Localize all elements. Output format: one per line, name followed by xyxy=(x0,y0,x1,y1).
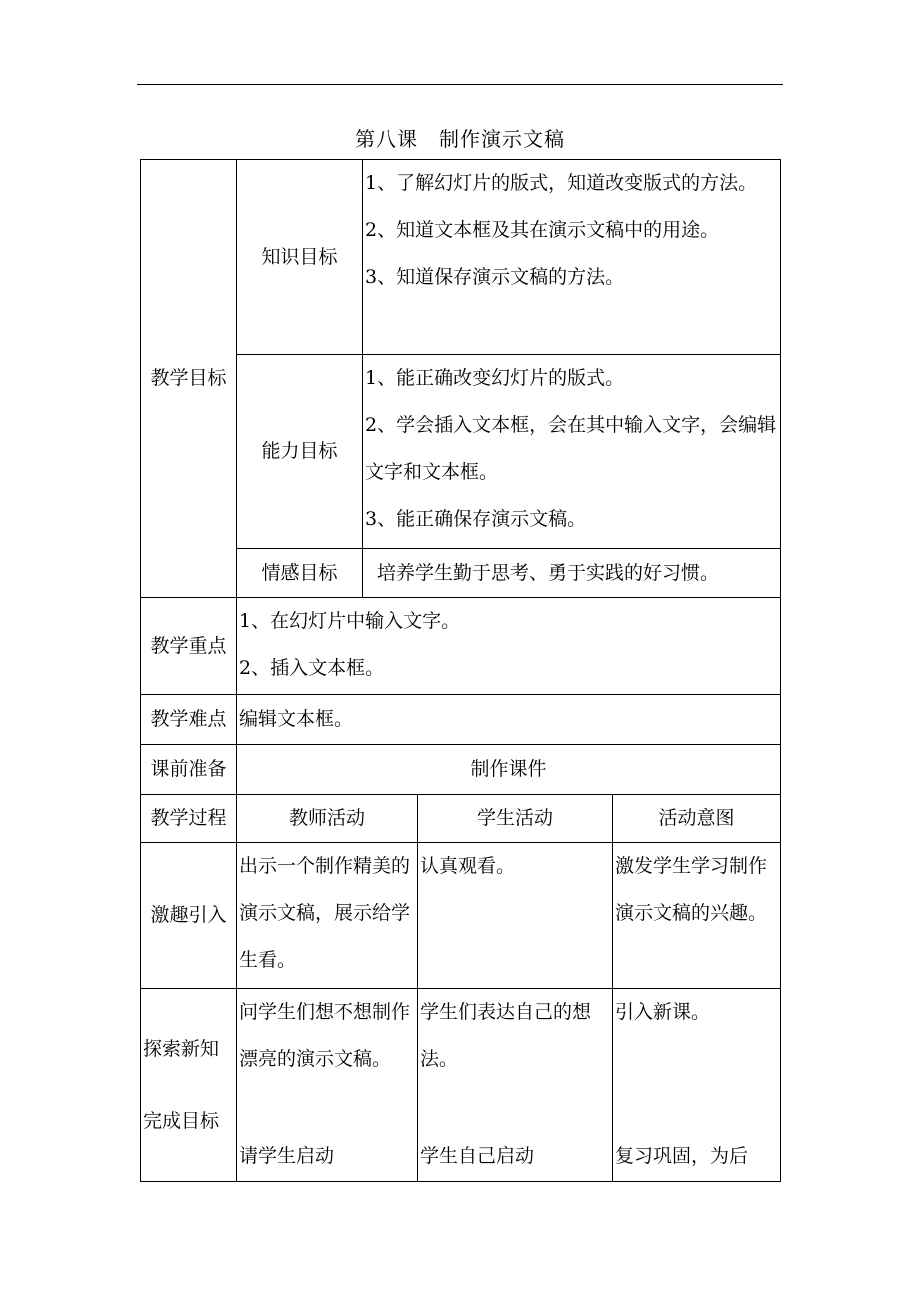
difficulty-label: 教学难点 xyxy=(141,695,237,745)
teacher-activity-cell: 出示一个制作精美的演示文稿，展示给学生看。 xyxy=(237,843,418,989)
stage-line: 探索新知 xyxy=(143,1038,220,1060)
stage-label: 激趣引入 xyxy=(141,843,237,989)
key-point-item: 2、插入文本框。 xyxy=(239,657,385,679)
intent-cell xyxy=(613,989,781,1182)
stage-label xyxy=(141,989,237,1182)
key-points-label: 教学重点 xyxy=(141,598,237,695)
student-activity-text: 学生们表达自己的想法。 xyxy=(420,1001,592,1070)
emotion-goal-label: 情感目标 xyxy=(237,549,363,598)
student-activity-cell xyxy=(418,989,613,1182)
teacher-activity-cell xyxy=(237,989,418,1182)
ability-goal-label: 能力目标 xyxy=(237,355,363,549)
difficulty-content: 编辑文本框。 xyxy=(237,695,781,745)
key-points-content xyxy=(237,598,781,695)
emotion-goal-content: 培养学生勤于思考、勇于实践的好习惯。 xyxy=(363,549,781,598)
knowledge-item: 2、知道文本框及其在演示文稿中的用途。 xyxy=(365,219,720,241)
preparation-content: 制作课件 xyxy=(237,745,781,795)
knowledge-item: 3、知道保存演示文稿的方法。 xyxy=(365,266,625,288)
teacher-activity-text: 问学生们想不想制作漂亮的演示文稿。 xyxy=(239,1001,411,1070)
intent-text: 引入新课。 xyxy=(615,1001,711,1023)
intent-text: 复习巩固，为后 xyxy=(615,1145,749,1167)
header-rule xyxy=(137,84,783,85)
goals-label: 教学目标 xyxy=(141,160,237,598)
teacher-activity-text: 请学生启动 xyxy=(239,1145,335,1167)
intent-header: 活动意图 xyxy=(613,795,781,843)
student-activity-cell: 认真观看。 xyxy=(418,843,613,989)
process-label: 教学过程 xyxy=(141,795,237,843)
key-point-item: 1、在幻灯片中输入文字。 xyxy=(239,610,461,632)
stage-line: 完成目标 xyxy=(143,1110,220,1132)
ability-goal-content xyxy=(363,355,781,549)
knowledge-item: 1、了解幻灯片的版式，知道改变版式的方法。 xyxy=(365,172,758,194)
ability-item: 1、能正确改变幻灯片的版式。 xyxy=(365,367,625,389)
knowledge-goal-label: 知识目标 xyxy=(237,160,363,355)
knowledge-goal-content xyxy=(363,160,781,355)
ability-item: 2、学会插入文本框，会在其中输入文字，会编辑文字和文本框。 xyxy=(365,414,777,483)
preparation-label: 课前准备 xyxy=(141,745,237,795)
student-activity-header: 学生活动 xyxy=(418,795,613,843)
intent-cell: 激发学生学习制作演示文稿的兴趣。 xyxy=(613,843,781,989)
teacher-activity-header: 教师活动 xyxy=(237,795,418,843)
lesson-plan-table xyxy=(140,159,781,1182)
lesson-title: 第八课 制作演示文稿 xyxy=(355,127,565,151)
ability-item: 3、能正确保存演示文稿。 xyxy=(365,508,587,530)
student-activity-text: 学生自己启动 xyxy=(420,1145,535,1167)
